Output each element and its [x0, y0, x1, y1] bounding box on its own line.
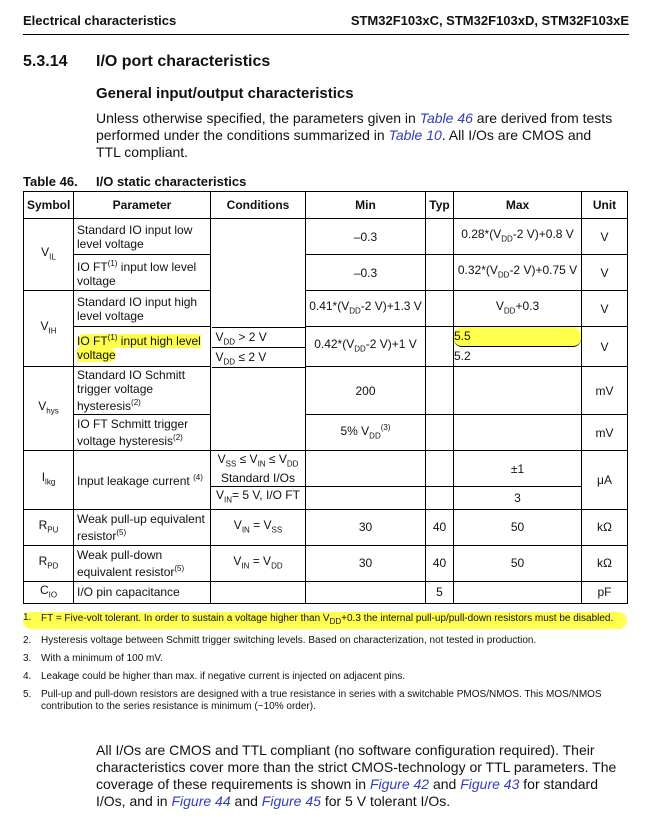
figure44-link[interactable]: Figure 44	[171, 793, 231, 809]
unit-cell: V	[582, 327, 628, 367]
min-cell: 30	[306, 509, 426, 545]
param-cell: Weak pull-up equivalent resistor$^{(5)}$	[74, 509, 211, 545]
header-right: STM32F103xC, STM32F103xD, STM32F103xE	[350, 13, 629, 28]
max-cell: ±1	[454, 451, 582, 487]
table-row	[24, 509, 628, 545]
typ-cell	[426, 219, 454, 255]
typ-cell	[426, 451, 454, 487]
typ-cell	[426, 367, 454, 415]
unit-cell: mV	[582, 367, 628, 415]
unit-cell: pF	[582, 581, 628, 603]
max-cell: 3	[454, 487, 582, 509]
symbol-cell: $I_{lkg}$	[24, 451, 74, 510]
intro-text: . All I/Os are CMOS and TTL compliant.	[96, 127, 592, 160]
table-title: I/O static characteristics	[96, 174, 247, 189]
table-row	[24, 581, 628, 603]
figure42-link[interactable]: Figure 42	[369, 776, 430, 792]
typ-cell: 40	[426, 545, 454, 581]
col-header: Min	[306, 192, 426, 219]
intro-text: Unless otherwise specified, the parameters given in	[96, 110, 420, 126]
max-cell	[454, 327, 582, 367]
closing-text: All I/Os are CMOS and TTL compliant (no software configuration required). Their characteristics cover more than the strict CMOS-technology or TTL parameters. The coverage of these requirements is shown in	[96, 742, 617, 792]
closing-paragraph	[96, 742, 621, 810]
max-cell	[454, 415, 582, 451]
max-cell: 50	[454, 509, 582, 545]
header-left: Electrical characteristics	[23, 13, 177, 28]
min-cell: 200	[306, 367, 426, 415]
max-cell: $0.32*(V_{DD}-2$ V)+0.75 V	[454, 255, 582, 291]
condition-vdd-le-2: $V_{DD} \le 2$ V	[215, 349, 267, 366]
param-cell: IO FT Schmitt trigger voltage hysteresis$^{(2)}$	[74, 415, 211, 451]
col-header: Symbol	[24, 192, 74, 219]
min-cell	[306, 451, 426, 487]
section-heading	[23, 53, 270, 71]
table-caption	[23, 174, 246, 189]
symbol-cell: $V_{IH}$	[24, 291, 74, 367]
table-row	[24, 291, 628, 327]
table-row	[24, 327, 628, 367]
symbol-cell: $R_{PU}$	[24, 509, 74, 545]
min-cell: $0.42*(V_{DD}-2$ V)+1 V	[306, 327, 426, 367]
conditions-cell: $V_{SS} \le V_{IN} \le V_{DD}$ Standard I/Os	[211, 451, 306, 487]
max-value-highlight: 5.5	[454, 327, 581, 347]
footnote-4: 4. Leakage could be higher than max. if negative current is injected on adjacent pins.	[23, 671, 406, 682]
param-cell: Standard IO input low level voltage	[74, 219, 211, 255]
table-header-row	[24, 192, 628, 219]
unit-cell: kΩ	[582, 545, 628, 581]
symbol-cell: $R_{PD}$	[24, 545, 74, 581]
table-number: Table 46.	[23, 174, 78, 189]
max-cell: 50	[454, 545, 582, 581]
param-cell: I/O pin capacitance	[74, 581, 211, 603]
table46-link[interactable]: Table 46	[419, 110, 473, 126]
typ-cell	[426, 291, 454, 327]
unit-cell: μA	[582, 451, 628, 510]
col-header: Parameter	[74, 192, 211, 219]
min-cell	[306, 487, 426, 509]
param-cell: IO FT$^{(1)}$ input low level voltage	[74, 255, 211, 291]
typ-cell	[426, 415, 454, 451]
io-static-characteristics-table	[23, 191, 628, 604]
conditions-cell	[211, 581, 306, 603]
conditions-cell: $V_{IN}= 5$ V, I/O FT	[211, 487, 306, 509]
col-header: Conditions	[211, 192, 306, 219]
min-cell: $0.41*(V_{DD}-2$ V)+1.3 V	[306, 291, 426, 327]
conditions-cell: $V_{IN} = V_{DD}$	[211, 545, 306, 581]
table-row	[24, 367, 628, 415]
col-header: Typ	[426, 192, 454, 219]
table-row	[24, 415, 628, 451]
max-cell: $V_{DD}+0.3$	[454, 291, 582, 327]
min-cell	[306, 581, 426, 603]
param-cell: Standard IO input high level voltage	[74, 291, 211, 327]
typ-cell: 5	[426, 581, 454, 603]
subsection-heading: General input/output characteristics	[96, 85, 354, 102]
table-row	[24, 545, 628, 581]
condition-vdd-gt-2: $V_{DD} > 2$ V	[212, 328, 306, 348]
page-header	[23, 10, 629, 35]
unit-cell: V	[582, 219, 628, 255]
min-cell: –0.3	[306, 219, 426, 255]
typ-cell	[426, 487, 454, 509]
footnote-3: 3. With a minimum of 100 mV.	[23, 653, 163, 664]
table-row	[24, 219, 628, 255]
min-cell: –0.3	[306, 255, 426, 291]
closing-text: for standard I/Os, and in	[96, 776, 598, 809]
table-footnotes	[23, 612, 627, 719]
symbol-cell: $V_{IL}$	[24, 219, 74, 291]
param-cell	[74, 327, 211, 367]
typ-cell	[426, 327, 454, 367]
unit-cell: V	[582, 255, 628, 291]
figure45-link[interactable]: Figure 45	[261, 793, 321, 809]
vih-ft-conditions	[212, 327, 306, 368]
closing-text: for 5 V tolerant I/Os.	[320, 793, 451, 809]
max-cell	[454, 367, 582, 415]
min-cell: 5% $V_{DD}^{(3)}$	[306, 415, 426, 451]
intro-paragraph	[96, 110, 616, 161]
unit-cell: kΩ	[582, 509, 628, 545]
typ-cell	[426, 255, 454, 291]
highlight: IO FT$^{(1)}$ input high level voltage	[77, 333, 201, 362]
unit-cell: V	[582, 291, 628, 327]
table-row	[24, 451, 628, 487]
max-value: 5.2	[454, 349, 471, 363]
param-cell: Standard IO Schmitt trigger voltage hysteresis$^{(2)}$	[74, 367, 211, 415]
footnote-2: 2. Hysteresis voltage between Schmitt trigger switching levels. Based on characterization, not tested in production.	[23, 635, 537, 646]
typ-cell: 40	[426, 509, 454, 545]
param-cell: Input leakage current $^{(4)}$	[74, 451, 211, 510]
symbol-cell: $V_{hys}$	[24, 367, 74, 451]
closing-text: and	[429, 776, 461, 792]
unit-cell: mV	[582, 415, 628, 451]
conditions-cell: $V_{IN} = V_{SS}$	[211, 509, 306, 545]
footnote-5: 5. Pull-up and pull-down resistors are designed with a true resistance in series with a switchable PMOS/NMOS. This MOS/NMOS contribution to the series resistance is minimum (~10% order).	[23, 689, 602, 712]
table-row	[24, 255, 628, 291]
footnote-1: 1. FT = Five-volt tolerant. In order to sustain a voltage higher than $V_{DD}+0.3$ the internal pull-up/pull-down resistors must be disabled.	[23, 612, 627, 629]
col-header: Max	[454, 192, 582, 219]
figure43-link[interactable]: Figure 43	[460, 776, 520, 792]
section-number: 5.3.14	[23, 53, 68, 70]
section-title: I/O port characteristics	[96, 53, 271, 70]
param-cell: Weak pull-down equivalent resistor$^{(5)}$	[74, 545, 211, 581]
symbol-cell: $C_{IO}$	[24, 581, 74, 603]
table10-link[interactable]: Table 10	[388, 127, 442, 143]
col-header: Unit	[582, 192, 628, 219]
min-cell: 30	[306, 545, 426, 581]
max-cell: $0.28*(V_{DD}-2$ V)+0.8 V	[454, 219, 582, 255]
max-cell	[454, 581, 582, 603]
intro-text: are derived from tests performed under the conditions summarized in	[96, 110, 613, 143]
closing-text: and	[230, 793, 262, 809]
